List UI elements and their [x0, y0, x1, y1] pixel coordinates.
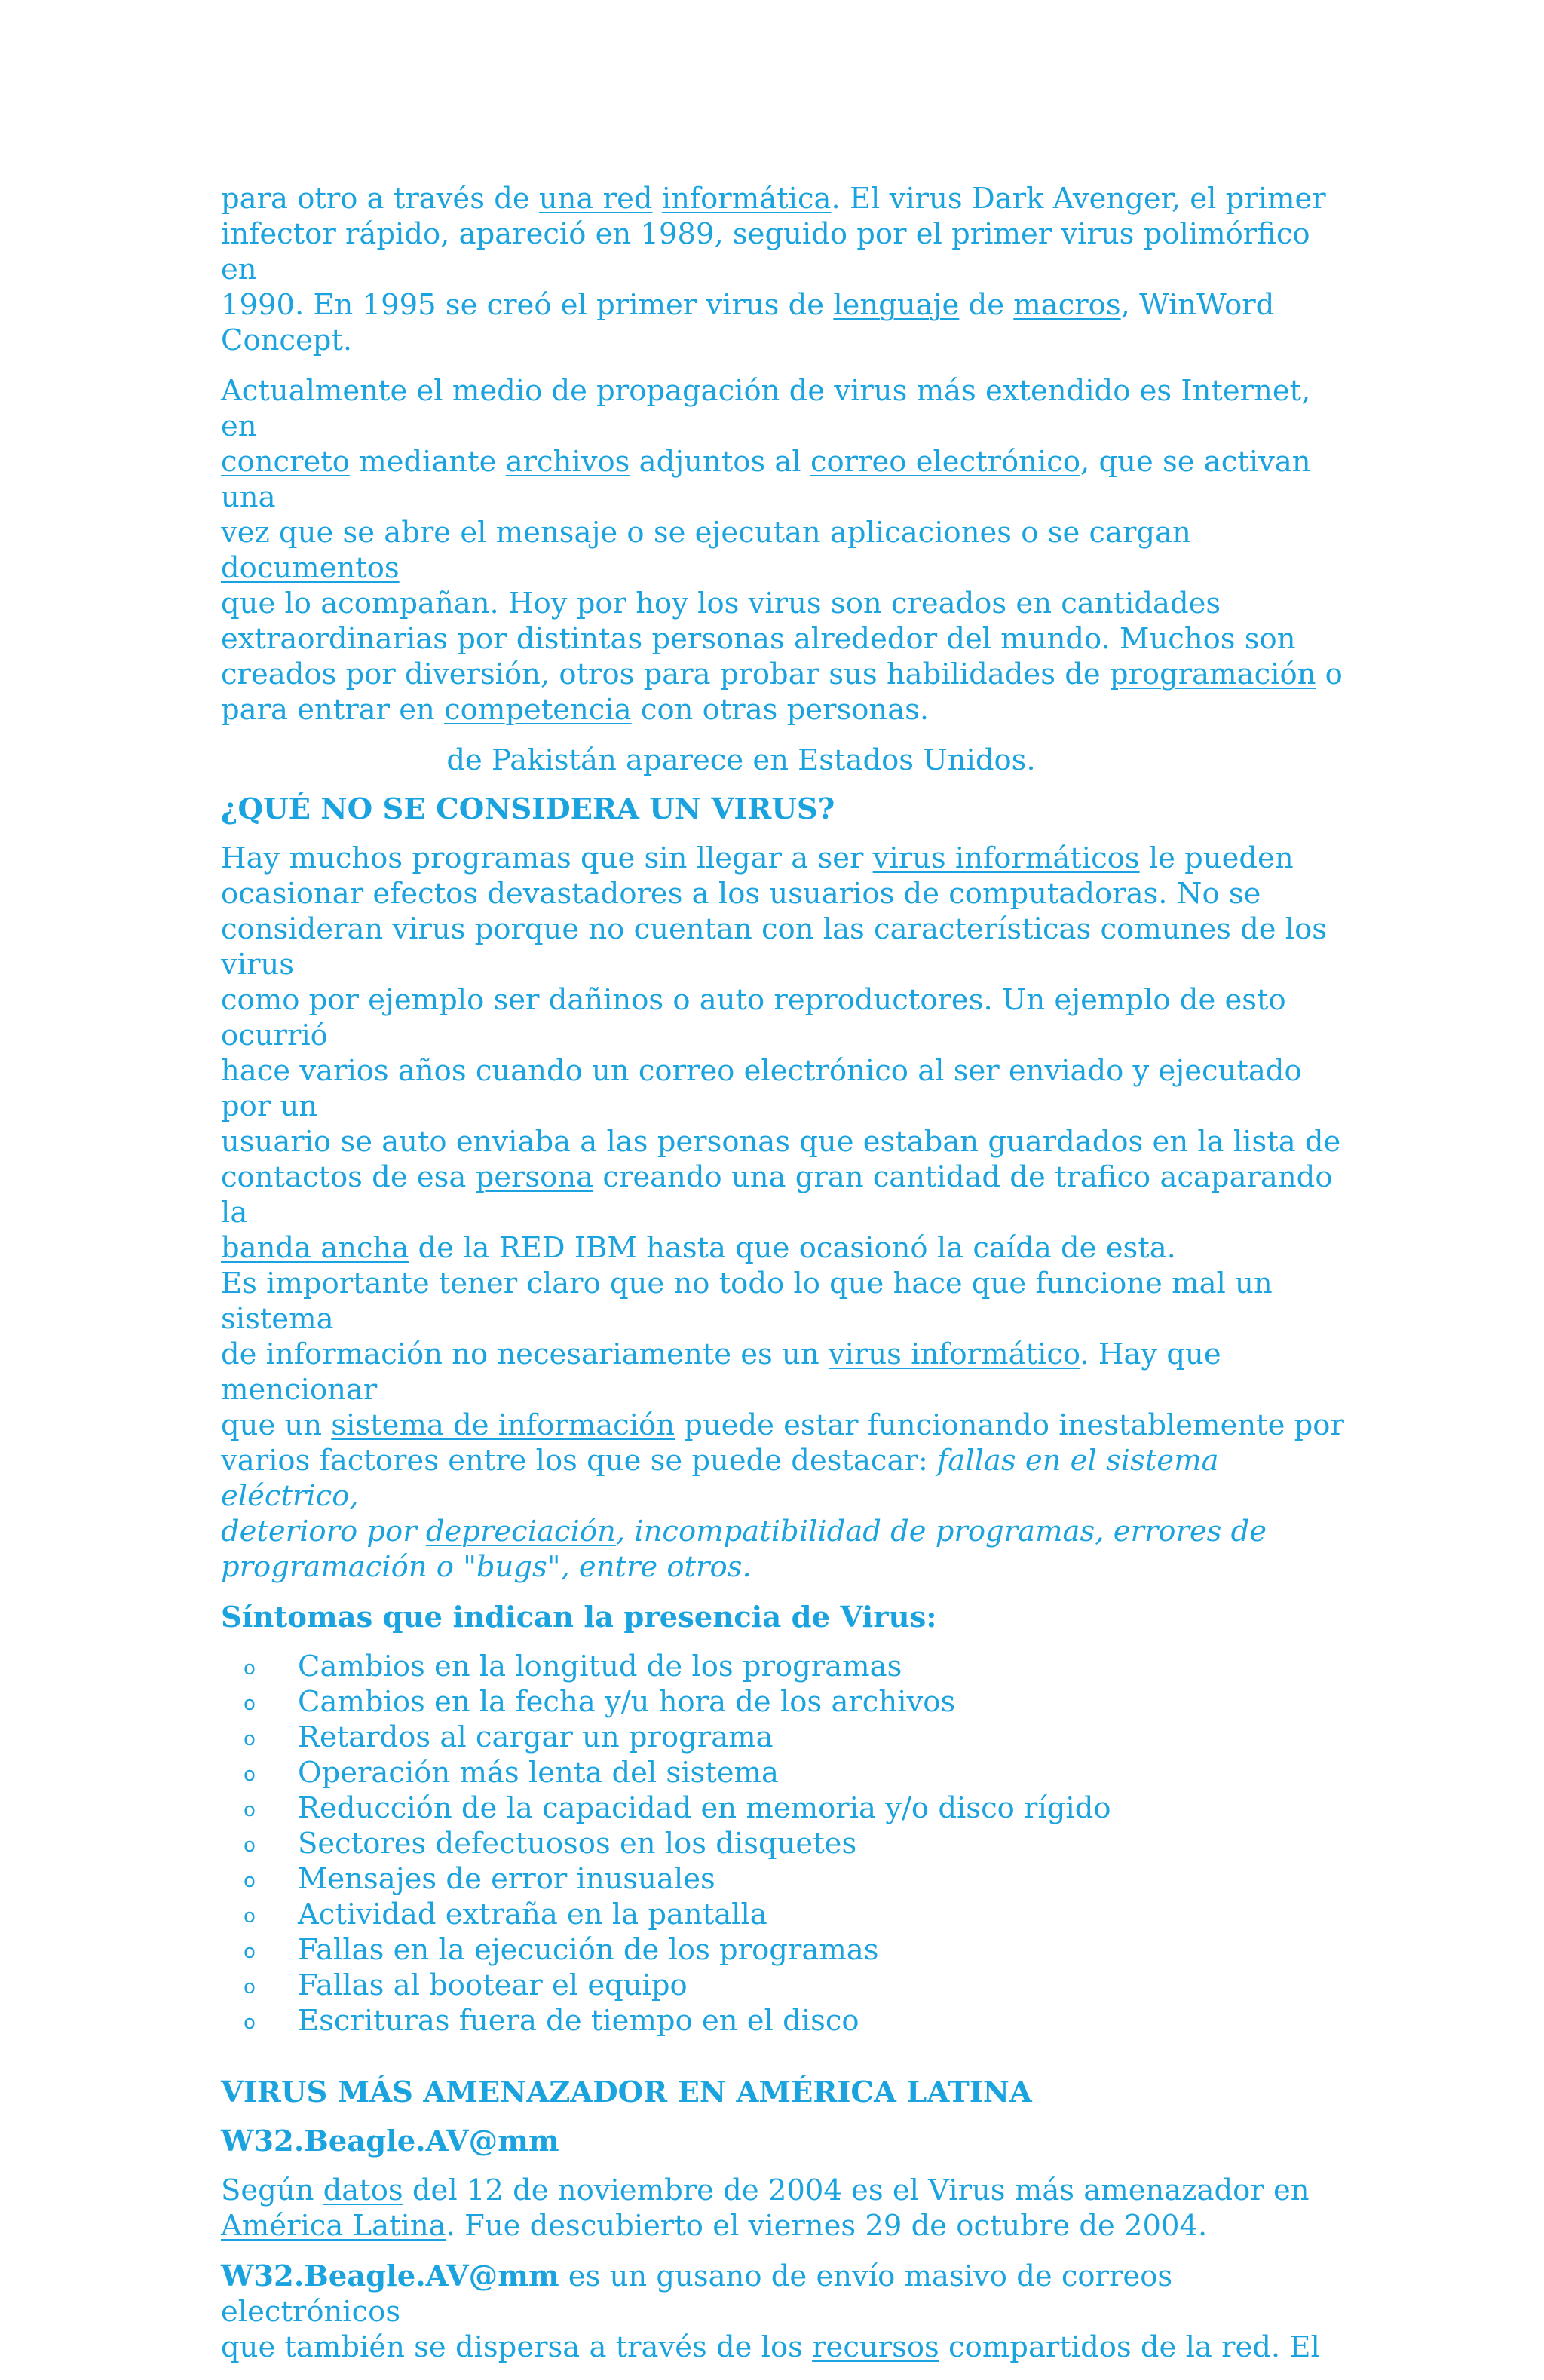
italic-text-run: , incompatibilidad de programas, errores de: [615, 1515, 1267, 1548]
text-run: le pueden: [1139, 841, 1294, 875]
italic-text-run: fallas en el sistema eléctrico,: [221, 1444, 1219, 1513]
link-correo-electronico[interactable]: correo electrónico: [810, 445, 1081, 479]
text-run: varios factores entre los que se puede destacar:: [221, 1444, 938, 1478]
list-item-text: Reducción de la capacidad en memoria y/o disco rígido: [298, 1791, 1111, 1825]
document-page: [221, 181, 1352, 2380]
text-line: [221, 1230, 1352, 1266]
text-line: consideran virus porque no cuentan con las características comunes de los virus: [221, 912, 1328, 982]
text-run: , WinWord Concept.: [221, 288, 1275, 357]
text-line: ocasionar efectos devastadores a los usuarios de computadoras. No se: [221, 877, 1261, 911]
link-concreto[interactable]: concreto: [221, 445, 350, 479]
list-item-text: Retardos al cargar un programa: [298, 1720, 774, 1754]
text-line: [221, 2208, 1352, 2244]
bullet-icon: o: [244, 1799, 256, 1821]
text-run: puede estar funcionando inestablemente por: [675, 1408, 1344, 1442]
text-line: [221, 1407, 1352, 1443]
text-run: o: [1316, 657, 1343, 691]
link-recursos[interactable]: recursos: [812, 2330, 939, 2364]
text-run: . Hay que mencionar: [221, 1337, 1221, 1407]
link-archivos[interactable]: archivos: [505, 445, 630, 479]
link-virus-informatico[interactable]: virus informático: [828, 1337, 1080, 1371]
link-virus-informaticos[interactable]: virus informáticos: [872, 841, 1140, 875]
link-persona[interactable]: persona: [475, 1160, 594, 1194]
heading-symptoms: Síntomas que indican la presencia de Virus:: [221, 1600, 937, 1634]
list-item: [244, 1684, 1352, 1720]
text-line: Actualmente el medio de propagación de virus más extendido es Internet, en: [221, 374, 1311, 443]
text-line: [221, 181, 1352, 216]
list-item-text: Operación más lenta del sistema: [298, 1756, 779, 1790]
link-competencia[interactable]: competencia: [444, 693, 632, 727]
text-line: [221, 1159, 1352, 1230]
text-line: [221, 2329, 1352, 2365]
list-item: [244, 1932, 1352, 1968]
text-line: [221, 287, 1352, 358]
link-informatica[interactable]: informática: [661, 182, 832, 216]
text-line: [221, 2173, 1352, 2208]
text-line: [221, 1443, 1352, 1514]
paragraph-beagle-date: [221, 2173, 1352, 2244]
list-item-text: Cambios en la fecha y/u hora de los archivos: [298, 1685, 956, 1719]
text-line: [221, 692, 1352, 727]
text-run: para entrar en: [221, 693, 445, 727]
text-run: con otras personas.: [631, 693, 930, 727]
symptoms-list: [221, 1649, 1352, 2038]
text-run: adjuntos al: [630, 445, 810, 479]
text-line: hace varios años cuando un correo electrónico al ser enviado y ejecutado por un: [221, 1054, 1302, 1123]
text-line: [221, 444, 1352, 515]
text-line: [221, 1337, 1352, 1407]
text-run: de la RED IBM hasta que ocasionó la caída de esta.: [409, 1231, 1176, 1265]
paragraph-beagle-description: [221, 2259, 1352, 2365]
list-item-text: Actividad extraña en la pantalla: [298, 1898, 767, 1931]
bullet-icon: o: [244, 1940, 256, 1963]
bullet-icon: o: [244, 1976, 256, 1999]
paragraph-history: [221, 181, 1352, 358]
centered-text-line: de Pakistán aparece en Estados Unidos.: [446, 743, 1036, 777]
list-item-text: Fallas en la ejecución de los programas: [298, 1933, 879, 1967]
text-line: [221, 1514, 1352, 1549]
heading-not-virus: ¿QUÉ NO SE CONSIDERA UN VIRUS?: [221, 792, 835, 826]
list-item: [244, 1649, 1352, 1684]
list-item-text: Cambios en la longitud de los programas: [298, 1649, 902, 1683]
text-run: Hay muchos programas que sin llegar a ser: [221, 841, 873, 875]
text-run: vez que se abre el mensaje o se ejecutan aplicaciones o se cargan: [221, 516, 1191, 550]
link-america-latina[interactable]: América Latina: [221, 2209, 446, 2243]
list-item: [244, 1897, 1352, 1932]
text-run: 1990. En 1995 se creó el primer virus de: [221, 288, 834, 322]
italic-text-run: deterioro por: [221, 1515, 426, 1548]
bullet-icon: o: [244, 1692, 256, 1715]
list-item-text: Escrituras fuera de tiempo en el disco: [298, 2004, 859, 2038]
text-line: Es importante tener claro que no todo lo que hace que funcione mal un sistema: [221, 1267, 1273, 1336]
link-sistema-de-informacion[interactable]: sistema de información: [331, 1408, 675, 1442]
bullet-icon: o: [244, 1834, 256, 1857]
list-item: [244, 1755, 1352, 1790]
text-line: usuario se auto enviaba a las personas que estaban guardados en la lista de: [221, 1125, 1341, 1159]
list-item: [244, 2003, 1352, 2038]
list-item-text: Fallas al bootear el equipo: [298, 1968, 688, 2002]
text-line: [221, 841, 1352, 876]
text-run: . El virus Dark Avenger, el primer: [831, 182, 1326, 216]
list-item: [244, 1790, 1352, 1826]
text-run: de información no necesariamente es un: [221, 1337, 829, 1371]
text-run: para otro a través de: [221, 182, 539, 216]
bullet-icon: o: [244, 1905, 256, 1928]
text-run: que un: [221, 1408, 332, 1442]
text-line: infector rápido, apareció en 1989, seguido por el primer virus polimórfico en: [221, 217, 1310, 286]
link-documentos[interactable]: documentos: [221, 551, 400, 585]
text-run: mediante: [349, 445, 506, 479]
text-run: del 12 de noviembre de 2004 es el Virus más amenazador en: [403, 2173, 1310, 2207]
link-una-red[interactable]: una red: [538, 182, 653, 216]
bold-text-run: W32.Beagle.AV@mm: [221, 2259, 559, 2293]
list-item: [244, 1826, 1352, 1861]
text-line: [221, 515, 1352, 586]
heading-latam-threat: VIRUS MÁS AMENAZADOR EN AMÉRICA LATINA: [221, 2075, 1032, 2109]
text-line: programación o "bugs", entre otros.: [221, 1550, 752, 1584]
link-depreciacion[interactable]: depreciación: [425, 1515, 616, 1548]
paragraph-propagation: [221, 373, 1352, 727]
list-item-text: Sectores defectuosos en los disquetes: [298, 1827, 857, 1861]
bullet-icon: o: [244, 1657, 256, 1680]
list-item: [244, 1720, 1352, 1755]
bullet-icon: o: [244, 2011, 256, 2034]
text-run: [653, 182, 662, 216]
text-line: [221, 657, 1352, 692]
text-run: creados por diversión, otros para probar sus habilidades de: [221, 657, 1110, 691]
text-run: que también se dispersa a través de los: [221, 2330, 813, 2364]
bullet-icon: o: [244, 1728, 256, 1751]
bullet-icon: o: [244, 1763, 256, 1786]
paragraph-not-virus: [221, 841, 1352, 1585]
text-run: creando una gran cantidad de trafico acaparando la: [221, 1160, 1333, 1230]
text-run: de: [959, 288, 1014, 322]
bullet-icon: o: [244, 1870, 256, 1892]
list-item-text: Mensajes de error inusuales: [298, 1862, 715, 1896]
text-run: . Fue descubierto el viernes 29 de octubre de 2004.: [446, 2209, 1208, 2243]
list-item: [244, 1968, 1352, 2003]
heading-beagle: W32.Beagle.AV@mm: [221, 2124, 559, 2158]
text-run: contactos de esa: [221, 1160, 476, 1194]
link-macros[interactable]: macros: [1013, 288, 1121, 322]
text-run: , que se activan una: [221, 445, 1311, 514]
text-line: como por ejemplo ser dañinos o auto reproductores. Un ejemplo de esto ocurrió: [221, 983, 1286, 1052]
text-line: [221, 2259, 1352, 2329]
link-datos[interactable]: datos: [323, 2173, 403, 2207]
link-lenguaje[interactable]: lenguaje: [833, 288, 960, 322]
link-programacion[interactable]: programación: [1109, 657, 1316, 691]
text-line: extraordinarias por distintas personas alrededor del mundo. Muchos son: [221, 622, 1296, 656]
text-run: es un gusano de envío masivo de correos electrónicos: [221, 2259, 1173, 2329]
list-item: [244, 1861, 1352, 1897]
text-line: que lo acompañan. Hoy por hoy los virus son creados en cantidades: [221, 587, 1221, 620]
text-run: compartidos de la red. El: [939, 2330, 1320, 2364]
link-banda-ancha[interactable]: banda ancha: [221, 1231, 409, 1265]
text-run: Según: [221, 2173, 323, 2207]
